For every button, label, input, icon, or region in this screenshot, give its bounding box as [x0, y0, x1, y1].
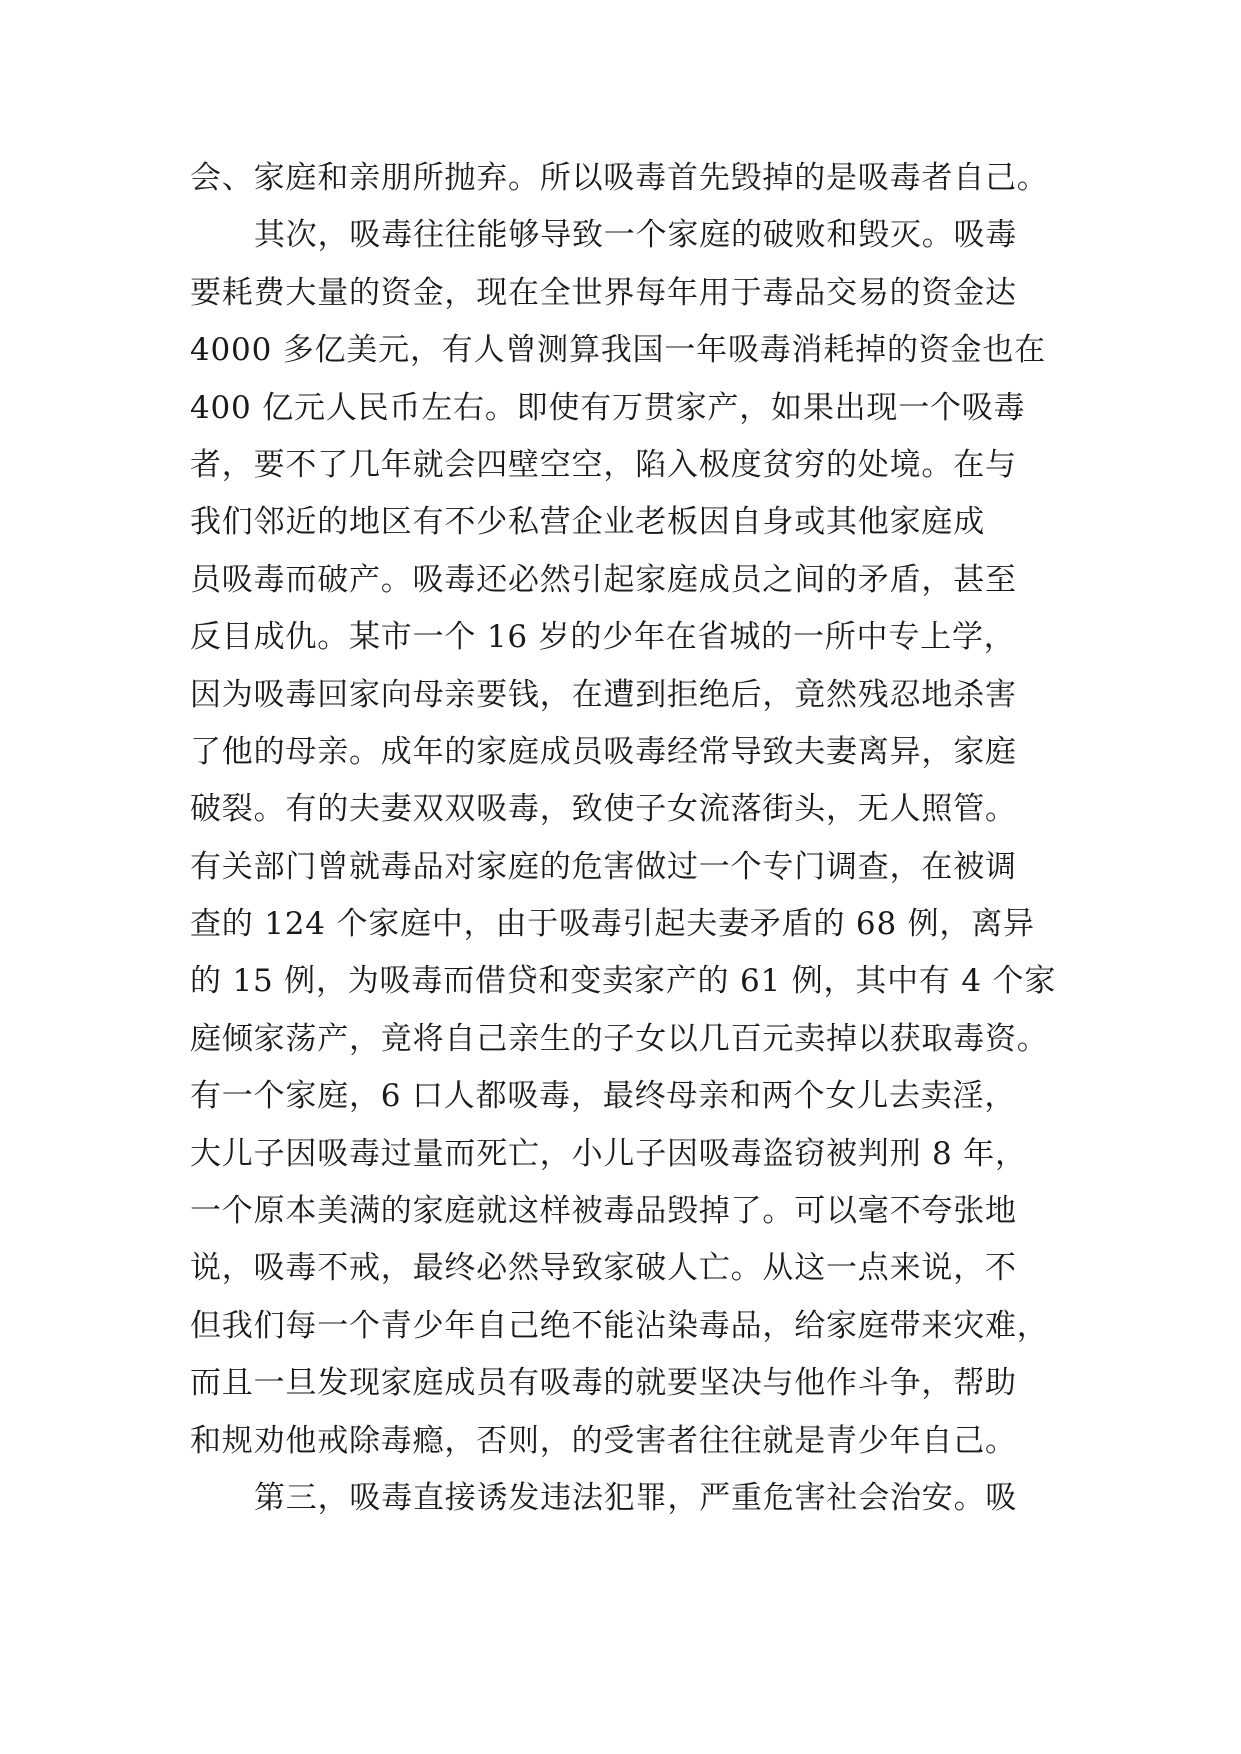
paragraph-first-line: 第三，吸毒直接诱发违法犯罪，严重危害社会治安。吸 — [254, 1479, 1018, 1516]
text-line: 者，要不了几年就会四壁空空，陷入极度贫穷的处境。在与 — [190, 446, 1017, 483]
text-line: 400 亿元人民币左右。即使有万贯家产，如果出现一个吸毒 — [190, 389, 1026, 426]
text-line: 大儿子因吸毒过量而死亡，小儿子因吸毒盗窃被判刑 8 年， — [190, 1135, 1027, 1172]
text-line: 要耗费大量的资金，现在全世界每年用于毒品交易的资金达 — [190, 274, 1017, 311]
text-line: 反目成仇。某市一个 16 岁的少年在省城的一所中专上学， — [190, 619, 1016, 656]
text-line: 庭倾家荡产，竟将自己亲生的子女以几百元卖掉以获取毒资。 — [190, 1020, 1049, 1057]
text-line: 有一个家庭，6 口人都吸毒，最终母亲和两个女儿去卖淫， — [190, 1078, 1017, 1115]
text-line: 员吸毒而破产。吸毒还必然引起家庭成员之间的矛盾，甚至 — [190, 561, 1017, 598]
body-text — [190, 150, 1070, 1527]
paragraph-first-line: 其次，吸毒往往能够导致一个家庭的破败和毁灭。吸毒 — [254, 217, 1018, 254]
text-line: 了他的母亲。成年的家庭成员吸毒经常导致夫妻离异，家庭 — [190, 733, 1017, 770]
text-line: 因为吸毒回家向母亲要钱，在遭到拒绝后，竟然残忍地杀害 — [190, 676, 1017, 713]
text-line: 但我们每一个青少年自己绝不能沾染毒品，给家庭带来灾难， — [190, 1307, 1049, 1344]
text-line: 会、家庭和亲朋所抛弃。所以吸毒首先毁掉的是吸毒者自己。 — [190, 160, 1049, 196]
text-line: 和规劝他戒除毒瘾，否则，的受害者往往就是青少年自己。 — [190, 1422, 1017, 1459]
text-line: 破裂。有的夫妻双双吸毒，致使子女流落街头，无人照管。 — [190, 791, 1017, 828]
text-line: 4000 多亿美元，有人曾测算我国一年吸毒消耗掉的资金也在 — [190, 332, 1046, 369]
text-line: 而且一旦发现家庭成员有吸毒的就要坚决与他作斗争，帮助 — [190, 1365, 1017, 1402]
text-line: 一个原本美满的家庭就这样被毒品毁掉了。可以毫不夸张地 — [190, 1193, 1017, 1230]
text-line: 的 15 例，为吸毒而借贷和变卖家产的 61 例，其中有 4 个家 — [190, 963, 1057, 1000]
text-line: 说，吸毒不戒，最终必然导致家破人亡。从这一点来说，不 — [190, 1250, 1017, 1287]
text-line: 查的 124 个家庭中，由于吸毒引起夫妻矛盾的 68 例，离异 — [190, 906, 1035, 943]
text-line: 我们邻近的地区有不少私营企业老板因自身或其他家庭成 — [190, 504, 985, 541]
text-line: 有关部门曾就毒品对家庭的危害做过一个专门调查，在被调 — [190, 848, 1017, 885]
